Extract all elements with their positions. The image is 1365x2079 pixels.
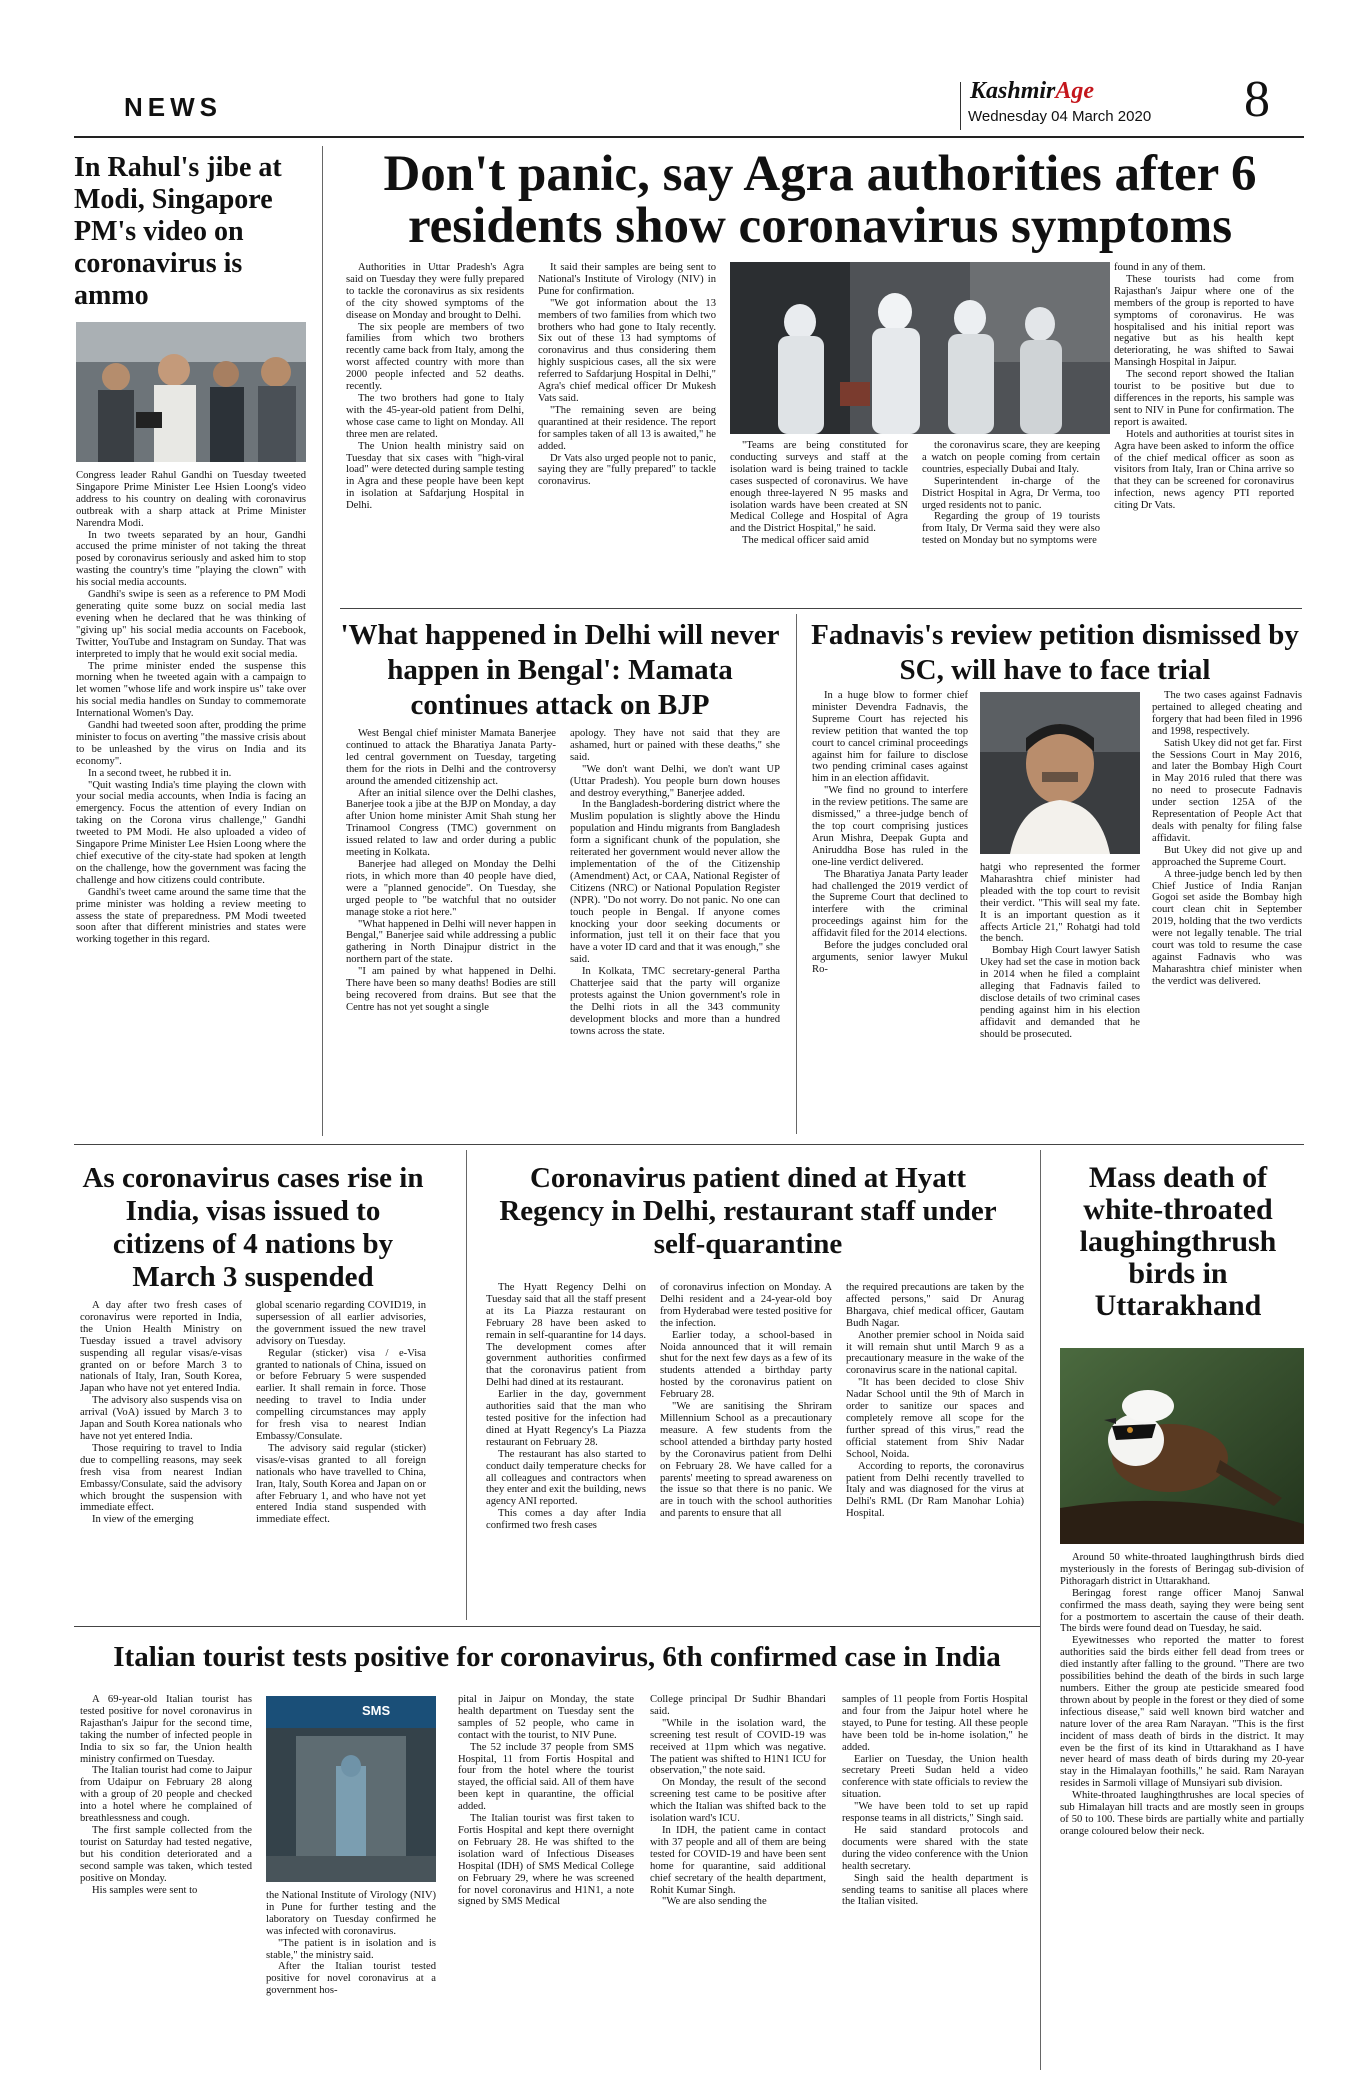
birds-body — [1060, 1552, 1304, 2052]
paragraph: "We have been told to set up rapid response teams in all districts," Singh said. — [842, 1801, 1028, 1825]
paragraph: The six people are members of two families from which two brothers recently came back from Italy, among the worst affected country with more than 2000 people infected and 52 deaths. recently. — [346, 321, 524, 393]
paragraph: Earlier on Tuesday, the Union health secretary Preeti Sudan held a video conference with state officials to review the situation. — [842, 1753, 1028, 1801]
paragraph: samples of 11 people from Fortis Hospital and four from the Jaipur hotel where he stayed, to Pune for testing. All these people have been told be in-home isolation," he added. — [842, 1694, 1028, 1753]
paragraph: Banerjee had alleged on Monday the Delhi riots, in which more than 40 people have died, were a "planned genocide". On Tuesday, she urged people to "be watchful that no outsider manage stoke a riot here." — [346, 858, 556, 918]
paper-logo — [970, 78, 1094, 104]
paragraph: The prime minister ended the suspense this morning when he tweeted again with a campaign to let women "whose life and work inspire us" take over his social media handles on Sunday to commemorate International Women's Day. — [76, 660, 306, 720]
rahul-headline: In Rahul's jibe at Modi, Singapore PM's video on coronavirus is ammo — [74, 152, 282, 311]
page-number: 8 — [1244, 71, 1270, 128]
paragraph: Satish Ukey did not get far. First the Sessions Court in May 2016, and later the Bombay High Court in May 2016 ruled that there was no need to prosecute Fadnavis under section 125A of the Representation of People Act that deals with penalty for filing false affidavit. — [1152, 737, 1302, 844]
paragraph: "We are sanitising the Shriram Millennium School as a precautionary measure. A few students from the school attended a birthday party hosted by the Coronavirus patient from Delhi on February 28. We have called for a parents' meeting to spread awareness on the issue so that there is no panic. We are in touch with the school authorities and parents to ensure that all — [660, 1401, 832, 1520]
paragraph: The advisory said regular (sticker) visas/e-visas granted to all foreign nationals who have travelled to China, Iran, Italy, South Korea and Japan on or after February 1, and who have not yet entered India stand suspended with immediate effect. — [256, 1442, 426, 1526]
hyatt-headline: Coronavirus patient dined at Hyatt Regency in Delhi, restaurant staff under self-quarantine — [499, 1162, 997, 1260]
paragraph: "The remaining seven are being quarantined at their residence. The report for samples taken of all 13 is awaited," he added. — [538, 404, 716, 452]
paragraph: The medical officer said amid — [742, 535, 869, 547]
paragraph: The Italian tourist was first taken to Fortis Hospital and kept there overnight on February 28. He was shifted to the isolation ward of Infectious Diseases Hospital (IDH) of SMS Medical College on February 29, where he was screened for novel coronavirus and H1N1, a note signed by SMS Medical — [458, 1813, 634, 1908]
birds-photo — [1060, 1348, 1304, 1544]
birds-headline: Mass death of white-throated laughingthrush birds in Uttarakhand — [1079, 1161, 1277, 1322]
paragraph: pital in Jaipur on Monday, the state health department on Tuesday sent the samples of 52 people, who came in contact with the tourist, to NIV Pune. — [458, 1694, 634, 1741]
paragraph: "Teams are being constituted for conducting surveys and staff at the isolation ward is being trained to tackle cases suspected of coronavirus. We have enough three-layered N 95 masks and isolation wards have been created at SN Medical College and Hospital of Agra and the District Hospital," he said. — [730, 440, 908, 535]
fadnavis-col-2 — [980, 862, 1140, 1136]
paragraph: global scenario regarding COVID19, in supersession of all earlier advisories, the government issued the new travel advisory on Tuesday. — [256, 1300, 426, 1347]
paragraph: These tourists had come from Rajasthan's Jaipur where one of the members of the group is reported to have symptoms of coronavirus. He was hospitalised and his initial report was negative but as his health kept deteriorating, he was shifted to Sawai Mansingh Hospital in Jaipur. — [1114, 273, 1294, 369]
paragraph: In view of the emerging — [92, 1514, 194, 1526]
paragraph: He said standard protocols and documents were shared with the state during the video conference with the Union health secretary. — [842, 1824, 1028, 1872]
paragraph: Those requiring to travel to India due to compelling reasons, may seek fresh visa from nearest Indian Embassy/Consulate, said the advisory which brought the suspension with immediate effect. — [80, 1442, 242, 1514]
paragraph: In Kolkata, TMC secretary-general Partha Chatterjee said that the party will organize protests against the Union government's role in the Delhi riots in all the 343 community development blocks and more than a hundred towns across the state. — [570, 966, 780, 1037]
paragraph: The first sample collected from the tourist on Saturday had tested negative, but his condition deteriorated and a second sample was taken, which tested positive on Monday. — [80, 1824, 252, 1884]
fadnavis-col-3 — [1152, 690, 1302, 1136]
paragraph: Around 50 white-throated laughingthrush birds died mysteriously in the forests of Beringag sub-division of Pithoragarh district in Uttarakhand. — [1060, 1552, 1304, 1587]
agra-headline: Don't panic, say Agra authorities after 6 residents show coronavirus symptoms — [383, 146, 1257, 254]
paragraph: Dr Vats also urged people not to panic, saying they are "fully prepared" to tackle coronavirus. — [538, 452, 716, 488]
paragraph: The two brothers had gone to Italy with the 45-year-old patient from Delhi, whose case came to light on Monday. All three men are related. — [346, 392, 524, 440]
italian-col-3 — [458, 1694, 634, 2054]
italian-col-5 — [842, 1694, 1028, 2054]
paragraph: The two cases against Fadnavis pertained to alleged cheating and forgery that had been filed in 1996 and 1998, respectively. — [1152, 690, 1302, 737]
visas-headline: As coronavirus cases rise in India, visas issued to citizens of 4 nations by March 3 suspended — [82, 1162, 424, 1293]
paragraph: In a second tweet, he rubbed it in. — [88, 767, 232, 779]
paragraph: College principal Dr Sudhir Bhandari said. — [650, 1694, 826, 1717]
paragraph: apology. They have not said that they are ashamed, hurt or pained with these deaths," she said. — [570, 728, 780, 763]
masthead-rule — [74, 136, 1304, 138]
paragraph: Earlier today, a school-based in Noida announced that it will remain shut for the next few days as a few of its students attended a birthday party hosted by the coronavirus patient on February 28. — [660, 1329, 832, 1401]
visas-col-2 — [256, 1300, 426, 1618]
paragraph: Earlier in the day, government authorities said that the man who tested positive for the infection had dined at Hyatt Regency's La Piazza restaurant on February 28. — [486, 1389, 646, 1448]
paragraph: The Bharatiya Janata Party leader had challenged the 2019 verdict of the Supreme Court that declined to interfere with the criminal proceedings against him for the affidavit filed for the 2014 elections. — [812, 868, 968, 940]
hazmat-team-image — [730, 262, 1110, 434]
story-divider — [74, 1626, 1040, 1627]
paragraph: Superintendent in-charge of the District Hospital in Agra, Dr Verma, too urged residents not to panic. — [922, 475, 1100, 511]
paragraph: Singh said the health department is sending teams to sanitise all places where the Italian visited. — [842, 1872, 1028, 1908]
masthead-divider — [960, 82, 961, 130]
paragraph: Before the judges concluded oral arguments, senior lawyer Mukul Ro- — [812, 940, 968, 975]
paragraph: A three-judge bench led by then Chief Justice of India Ranjan Gogoi set aside the Bombay high court clean chit in September 2019, holding that the two verdicts were not legally tenable. The trial court was told to resume the case against Fadnavis who was Maharashtra chief minister when the verdict was delivered. — [1152, 868, 1302, 987]
crowd-image — [76, 322, 306, 462]
paragraph: "We find no ground to interfere in the review petitions. The same are dismissed," a three-judge bench of the top court comprising justices Arun Mishra, Deepak Gupta and Aniruddha Bose has ruled in the one-line verdict delivered. — [812, 785, 968, 868]
paragraph: of coronavirus infection on Monday. A Delhi resident and a 24-year-old boy from Hyderabad were tested positive for the infection. — [660, 1282, 832, 1329]
paragraph: Regular (sticker) visa / e-Visa granted to nationals of China, issued on or before February 5 were suspended earlier. It shall remain in force. Those needing to travel to India under compelling circumstances may apply for fresh visa to nearest Indian Embassy/Consulate. — [256, 1347, 426, 1442]
paragraph: "It has been decided to close Shiv Nadar School until the 9th of March in order to sanitize our spaces and completely remove all scope for the further spread of this virus," read the official statement from Shiv Nadar School, Noida. — [846, 1377, 1024, 1460]
paragraph: Congress leader Rahul Gandhi on Tuesday tweeted Singapore Prime Minister Lee Hsien Loong's video address to his country on dealing with coronavirus outbreak with a sharp attack at Prime Minister Narendra Modi. — [76, 470, 306, 529]
paragraph: After the Italian tourist tested positive for novel coronavirus at a government hos- — [266, 1961, 436, 1997]
section-label: NEWS — [124, 92, 222, 122]
paragraph: This comes a day after India confirmed two fresh cases — [486, 1508, 646, 1532]
paragraph: In IDH, the patient came in contact with 37 people and all of them are being tested for COVID-19 and have been sent home for quarantine, said additional chief secretary of the health department, Rohit Kumar Singh. — [650, 1824, 826, 1896]
agra-col-1 — [346, 262, 524, 602]
paragraph: The Union health ministry said on Tuesday that six cases with "high-viral load" were detected during sample testing in Agra and these people have been kept in isolation at Safdarjung Hospital in Delhi. — [346, 440, 524, 512]
paragraph: hatgi who represented the former Maharashtra chief minister had pleaded with the top court to revisit their verdict. "This will seal my fate. It is an important question as it affects Article 21," Rohatgi had told the bench. — [980, 862, 1140, 945]
paragraph: A day after two fresh cases of coronavirus were reported in India, the Union Health Ministry on Tuesday issued a travel advisory suspending all regular visas/e-visas granted on or before March 3 to nationals of Italy, Iran, South Korea, Japan who have not yet entered India. — [80, 1300, 242, 1395]
agra-col-4 — [922, 440, 1100, 610]
paragraph: The Hyatt Regency Delhi on Tuesday said that all the staff present at its La Piazza restaurant on February 28 have been asked to remain in self-quarantine for 14 days. The development comes after government authorities confirmed that the coronavirus patient from Delhi had dined at its restaurant. — [486, 1282, 646, 1389]
italian-photo — [266, 1696, 436, 1882]
paragraph: "We are also sending the — [662, 1896, 767, 1908]
hyatt-col-2 — [660, 1282, 832, 1618]
hyatt-col-3 — [846, 1282, 1024, 1618]
laughingthrush-image — [1060, 1348, 1304, 1544]
italian-headline: Italian tourist tests positive for coronavirus, 6th confirmed case in India — [113, 1641, 1001, 1673]
paragraph: "The patient is in isolation and is stable," the ministry said. — [266, 1937, 436, 1961]
paragraph: "We got information about the 13 members of two families from which two brothers who had gone to Italy recently. Six out of these 13 had symptoms of coronavirus and thus considering them highly suspicious cases, all the six were referred to Safdarjung Hospital in Delhi," Agra's chief medical officer Dr Mukesh Vats said. — [538, 297, 716, 404]
italian-col-4 — [650, 1694, 826, 2054]
rahul-body — [76, 470, 306, 1070]
paragraph: Authorities in Uttar Pradesh's Agra said on Tuesday they were fully prepared to tackle the coronavirus as six residents of the city showed symptoms of the disease on Monday and brought to Delhi. — [346, 262, 524, 321]
agra-photo — [730, 262, 1110, 434]
story-divider — [340, 608, 1302, 609]
hospital-sign-text: SMS — [362, 1703, 391, 1718]
hyatt-col-1 — [486, 1282, 646, 1618]
paragraph: Gandhi's swipe is seen as a reference to PM Modi generating quite some buzz on social media last evening when he declared that he was thinking of "giving up" his social media accounts on Facebook, Twitter, YouTube and Instagram on Sunday. That was interpreted to imply that he would exit social media. — [76, 589, 306, 660]
paragraph: found in any of them. — [1114, 262, 1206, 273]
paragraph: "I am pained by what happened in Delhi. There have been so many deaths! Bodies are still being recovered from drains. But see that the Centre has not yet sought a single — [346, 966, 556, 1013]
paragraph: the National Institute of Virology (NIV) in Pune for further testing and the laboratory on Tuesday confirmed he was infected with coronavirus. — [266, 1890, 436, 1937]
paragraph: Beringag forest range officer Manoj Sanwal confirmed the mass death, saying they were being sent for a postmortem to ascertain the cause of their death. The birds were found dead on Tuesday, he said. — [1060, 1587, 1304, 1635]
paragraph: The Italian tourist had come to Jaipur from Udaipur on February 28 along with a group of 20 people and checked into a hotel where he complained of breathlessness and cough. — [80, 1765, 252, 1825]
italian-col-2 — [266, 1890, 436, 2054]
paragraph: In the Bangladesh-bordering district where the Muslim population is slightly above the Hindu population and Hindu migrants from Bangladesh form a significant chunk of the population, she reiterated her government would never allow the implementation of the of the Citizenship (Amendment) Act, or CAA, National Register of Citizens (NRC) or National Population Register (NPR). "Do not worry. Do not panic. No one can touch people in Bengal. If anyone comes knocking your door seeking documents or information, just tell it on their face that you have a voter ID card and that it was enough," she said. — [570, 799, 780, 966]
agra-col-2 — [538, 262, 716, 602]
fadnavis-photo — [980, 692, 1140, 854]
agra-col-3 — [730, 440, 908, 610]
paragraph: The second report showed the Italian tourist to be positive but due to differences in the reports, his sample was sent to NIV in Pune for confirmation. The report is awaited. — [1114, 369, 1294, 428]
paragraph: According to reports, the coronavirus patient from Delhi recently travelled to Italy and was diagnosed for the virus at Delhi's RML (Dr Ram Manohar Lohia) Hospital. — [846, 1460, 1024, 1520]
paragraph: A 69-year-old Italian tourist has tested positive for novel coronavirus in Rajasthan's Jaipur for the second time, taking the number of infected people in India to six so far, the Union health ministry confirmed on Tuesday. — [80, 1694, 252, 1765]
paragraph: After an initial silence over the Delhi clashes, Banerjee took a jibe at the BJP on Monday, a day after Union home minister Amit Shah stung her Trinamool Congress (TMC) government on issued related to law and order during a public meeting in Kolkata. — [346, 787, 556, 859]
paragraph: the coronavirus scare, they are keeping a watch on people coming from certain countries, especially Dubai and Italy. — [922, 440, 1100, 475]
italian-col-1 — [80, 1694, 252, 2054]
fadnavis-headline: Fadnavis's review petition dismissed by SC, will have to face trial — [811, 619, 1299, 686]
issue-date: Wednesday 04 March 2020 — [968, 108, 1152, 125]
paper-logo-second: Age — [1055, 78, 1095, 104]
paragraph: Hotels and authorities at tourist sites in Agra have been asked to inform the office of the chief medical officer as soon as visitors from Italy, Iran or China arrive so that they can be screened for coronavirus infection, news agency PTI reported citing Dr Vats. — [1114, 428, 1294, 512]
mamata-headline: 'What happened in Delhi will never happen in Bengal': Mamata continues attack on BJP — [340, 619, 780, 721]
visas-col-1 — [80, 1300, 242, 1618]
paragraph: The advisory also suspends visa on arrival (VoA) issued by March 3 to Japan and South Korea nationals who have not yet entered India. — [80, 1395, 242, 1442]
paragraph: Another premier school in Noida said it will remain shut until March 9 as a precautionary measure in the wake of the coronavirus scare in the national capital. — [846, 1329, 1024, 1377]
column-divider — [322, 146, 323, 1136]
paragraph: Regarding the group of 19 tourists from Italy, Dr Verma said they were also tested on Monday but no symptoms were — [922, 511, 1100, 547]
mamata-col-1 — [346, 728, 556, 1134]
hospital-corridor-image — [266, 1696, 436, 1882]
paragraph: His samples were sent to — [92, 1884, 198, 1896]
portrait-image — [980, 692, 1140, 854]
paragraph: The 52 include 37 people from SMS Hospital, 11 from Fortis Hospital and four from the hotel where the tourist stayed, the official said. All of them have been kept in quarantine, the official added. — [458, 1741, 634, 1813]
column-divider — [466, 1150, 467, 1620]
paragraph: But Ukey did not give up and approached the Supreme Court. — [1152, 844, 1302, 868]
paragraph: "We don't want Delhi, we don't want UP (Uttar Pradesh). You people burn down houses and destroy everything," Banerjee added. — [570, 763, 780, 799]
paragraph: On Monday, the result of the second screening test came to be positive after which the Italian was shifted back to the isolation ward's ICU. — [650, 1777, 826, 1825]
paper-logo-first: Kashmir — [970, 78, 1056, 104]
paragraph: Gandhi's tweet came around the same time that the prime minister was holding a review meeting to assess the state of preparedness. PM Modi tweeted soon after that different ministries and states were working together in this regard. — [76, 886, 306, 946]
agra-col-5 — [1114, 262, 1294, 602]
paragraph: In a huge blow to former chief minister Devendra Fadnavis, the Supreme Court has rejected his review petition that wanted the top court to cancel criminal proceedings against him for failure to disclose two pending criminal cases against him in an election affidavit. — [812, 690, 968, 785]
paragraph: "Quit wasting India's time playing the clown with your social media accounts, when India is facing an emergency. Focus the attention of every Indian on taking on the Corona virus challenge," Gandhi tweeted to PM Modi. He also uploaded a video of Singapore Prime Minister Lee Hsien Loong where the chief executive of the city-state had spoken at length on the challenge, how the government was facing the challenge and how citizens could contribute. — [76, 779, 306, 886]
column-divider — [796, 614, 797, 1134]
rahul-photo — [76, 322, 306, 462]
paragraph: In two tweets separated by an hour, Gandhi accused the prime minister of not taking the threat posed by coronavirus seriously and asked him to stop wasting the country's time "playing the clown" with his social media accounts. — [76, 529, 306, 589]
paragraph: the required precautions are taken by the affected persons," said Dr Anurag Bhargava, chief medical officer, Gautam Budh Nagar. — [846, 1282, 1024, 1329]
fadnavis-col-1 — [812, 690, 968, 1136]
paragraph: White-throated laughingthrushes are local species of sub Himalayan hill tracts and are mostly seen in groups of 50 to 100. These birds are partially white and partially orange coloured below their neck. — [1060, 1790, 1304, 1837]
story-divider — [74, 1144, 1304, 1145]
paragraph: Eyewitnesses who reported the matter to forest authorities said the birds either fell dead from trees or died instantly after falling to the ground. "There are two possibilities behind the death of the birds in such large numbers. Either the group ate pesticide smeared food thrown about by people in the forest or they died of some infectious disease," said well known bird watcher and nature lover of the area Ram Narayan. "This is the first incident of mass death of birds in the district. It may even be the first of its kind in Uttarakhand as I have never heard of mass death of birds during my 20-year stay in the Himalayan foothills," he said. Ram Narayan resides in Sarmoli village of Munsiyari sub division. — [1060, 1635, 1304, 1790]
paragraph: Bombay High Court lawyer Satish Ukey had set the case in motion back in 2014 when he filed a complaint alleging that Fadnavis failed to disclose details of two criminal cases pending against him in his election affidavit and demanded that he should be prosecuted. — [980, 945, 1140, 1040]
paragraph: Gandhi had tweeted soon after, prodding the prime minister to focus on averting "the massive crisis about to be unleashed by the virus on India and its economy". — [76, 720, 306, 767]
column-divider — [1040, 1150, 1041, 2070]
paragraph: It said their samples are being sent to National's Institute of Virology (NIV) in Pune for confirmation. — [538, 262, 716, 297]
paragraph: "What happened in Delhi will never happen in Bengal," Banerjee said while addressing a public gathering in North Dinajpur district in the northern part of the state. — [346, 918, 556, 966]
mamata-col-2 — [570, 728, 780, 1134]
paragraph: The restaurant has also started to conduct daily temperature checks for all colleagues and contractors when they enter and exit the building, news agency ANI reported. — [486, 1448, 646, 1508]
paragraph: "While in the isolation ward, the screening test result of COVID-19 was received at 11pm which was negative. The patient was shifted to H1N1 ICU for observation," the note said. — [650, 1717, 826, 1777]
paragraph: West Bengal chief minister Mamata Banerjee continued to attack the Bharatiya Janata Party-led central government on Tuesday, targeting them for the riots in Delhi and the controversy around the amended citizenship act. — [346, 728, 556, 787]
